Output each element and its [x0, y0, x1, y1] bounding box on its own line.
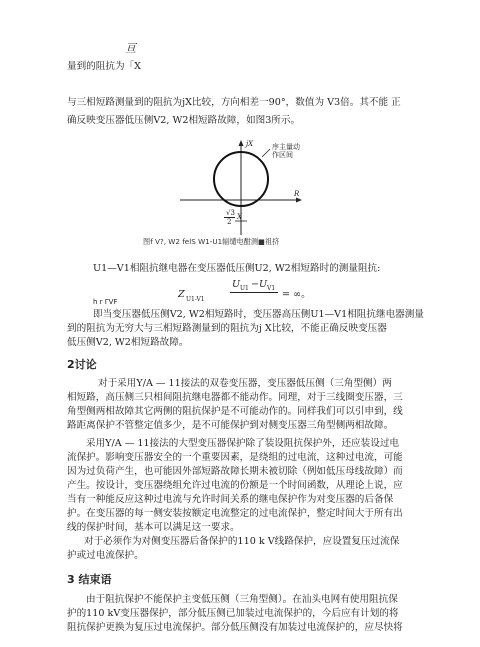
- text-line: 相短路，高压侧三只相间阻抗继电器都不能动作。同理，对于三线圈变压器，三: [67, 392, 403, 403]
- impedance-circle-diagram: [0, 135, 480, 245]
- fraction-numerator: √3: [226, 209, 235, 217]
- eq-num1: U: [232, 279, 241, 290]
- text-line: 低压侧V2, W2相短路故障。: [67, 337, 189, 348]
- eq-minus: −: [251, 279, 260, 290]
- section-heading-3: 3 结束语: [67, 573, 112, 586]
- eq-lhs-sub: U1-V1: [186, 296, 205, 303]
- text-line: 量到的阻抗为「X: [67, 61, 141, 72]
- legend-pointer: [262, 149, 270, 157]
- eq-fraction-bar: [230, 292, 278, 293]
- text-line: 对于必须作为对侧变压器后备保护的110 k V线路保护，应设置复压过流保: [84, 536, 400, 547]
- text-line: 流保护。影响变压器安全的一个重要因素，是绕组的过电流，这种过电流，可能: [67, 452, 403, 463]
- text-line: 当有一种能反应这种过电流与允许时间关系的继电保护作为对变压器的后备保: [67, 494, 394, 505]
- text-line: 到的阻抗为无穷大与三相短路测量到的阻抗为j X比较，不能正确反映变压器: [67, 323, 387, 334]
- eq-num1-sub: U1: [240, 285, 249, 292]
- text-line: 采用Y/A — 11接法的大型变压器保护除了装设阻抗保护外，还应装设过电: [86, 438, 400, 449]
- text-line: 护。在变压器的每一侧安装按额定电流整定的过电流保护，整定时间大于所有出: [67, 508, 403, 519]
- text-line: 由于阻抗保护不能保护主变低压侧（三角型侧）。在汕头电网有使用阻抗保: [86, 594, 398, 605]
- jx-axis-arrow: [239, 140, 244, 146]
- legend-line1: 序主量动: [272, 143, 300, 151]
- text-line: U1—V1相阻抗继电器在变压器低压侧U2, W2相短路时的测量阻抗:: [93, 263, 381, 274]
- legend-line2: 作区间: [272, 151, 293, 159]
- text-line: 护的110 kV变压器保护，部分低压侧已加装过电流保护的，今后应有计划的将: [67, 608, 399, 619]
- text-line: 即当变压器低压侧V2, W2相短路时，变压器高压侧U1—V1相阻抗继电器测量: [93, 309, 424, 320]
- text-line: 产生。按设计，变压器绕组允许过电流的份额是一个时间函数，从理论上说，应: [67, 480, 403, 491]
- axis-label-r: R: [294, 190, 300, 198]
- eq-rhs: = ∞。: [282, 289, 311, 300]
- top-glyph: 亘: [125, 42, 136, 55]
- text-line: 对于采用Y/A — 11接法的双卷变压器，变压器低压侧（三角型侧）两: [98, 378, 392, 389]
- text-line: 路距离保护不管整定值多少，是不可能保护到对侧变压器三角型侧两相故障。: [67, 420, 394, 431]
- text-line: 护或过电流保护。: [67, 550, 144, 561]
- axis-label-jx: jX: [246, 140, 254, 148]
- text-line: 线的保护时间，基本可以满足这一要求。: [67, 522, 240, 533]
- section-heading-2: 2讨论: [67, 358, 97, 371]
- figure-caption: 图f V?, W2 felS W1-U1辐缱电酣测■祖挤: [143, 237, 280, 246]
- eq-note: h r ΓVF: [93, 298, 118, 306]
- eq-num2-sub: V1: [267, 285, 276, 292]
- fraction-variable: X: [237, 213, 242, 221]
- r-axis-arrow: [296, 198, 302, 203]
- text-line: 与三相短路测量到的阻抗为jX比较，方向相差一90°，数值为 V3倍。其不能 正: [67, 97, 401, 108]
- eq-lhs: Z: [178, 289, 185, 300]
- text-line: 因为过负荷产生，也可能因外部短路故障长期未被切除（例如低压母线故障）而: [67, 466, 403, 477]
- text-line: 角型侧两相故障其它两侧的阻抗保护是不可能动作的。同样我们可以引申到，线: [67, 406, 403, 417]
- text-line: 确反映变压器低压侧V2, W2相短路故障，如图3所示。: [67, 115, 301, 126]
- eq-num2: U: [259, 279, 268, 290]
- fraction-denominator: 2: [227, 218, 232, 226]
- text-line: 阻抗保护更换为复压过电流保护。部分低压侧没有加装过电流保护的，应尽快将: [67, 622, 403, 633]
